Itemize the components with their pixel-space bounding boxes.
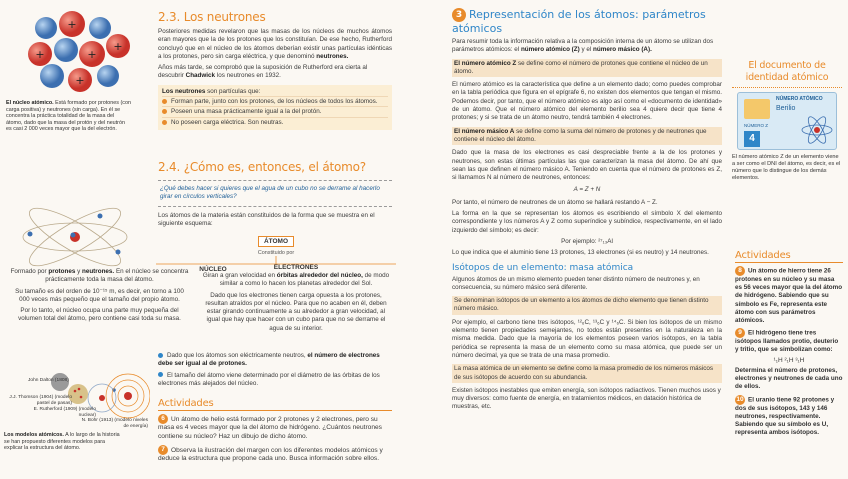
svg-text:+: +: [75, 74, 85, 87]
card-header: NÚMERO ATÓMICO: [776, 96, 823, 102]
atomic-number-definition: El número atómico Z se define como el número de protones que contiene el núcleo de un átomo.: [452, 59, 722, 78]
question-text: ¿Qué debes hacer si quieres que el agua de un cubo no se derrame al hacerlo girar en círculos verticales?: [160, 185, 380, 201]
bullet-neutral: Dado que los átomos son eléctricamente neutros, el número de electrones debe ser igual al de protones.: [158, 352, 380, 368]
bullet-size: El tamaño del átomo viene determinado por el diámetro de las órbitas de los electrones más alejados del núcleo.: [158, 371, 380, 387]
mass-number-paragraph: Dado que la masa de los electrones es casi despreciable frente a la de los protones y neutrones, son estas últimas partículas las que caracterizan la masa del átomo. De ahí que sean las que definen el número másico A. Teniendo en cuenta que el número de protones es Z, si llamamos N al número de neutrones, entonces:: [452, 149, 722, 182]
section-3: [452, 8, 722, 412]
electrons-description: [196, 264, 396, 333]
nucleus-p1: Formado por protones y neutrones. En el núcleo se concentra prácticamente toda la masa del átomo.: [10, 268, 189, 284]
atom-icon: [800, 113, 834, 147]
card-number: 4: [744, 131, 760, 147]
electrons-p1: Giran a gran velocidad en órbitas alrededor del núcleo, de modo similar a como lo hacen los planetas alrededor del Sol.: [202, 272, 390, 288]
section-2-4: [158, 160, 392, 228]
svg-text:+: +: [67, 18, 77, 31]
svg-text:+: +: [87, 48, 97, 61]
activities-title: Actividades: [158, 398, 214, 409]
svg-text:+: +: [113, 40, 123, 53]
section-2-3: [158, 10, 392, 130]
mass-number-definition: El número másico A se define como la suma del número de protones y de neutrones que contiene el núcleo del átomo.: [452, 127, 722, 146]
section-2-3-title: 2.3. Los neutrones: [158, 10, 266, 24]
neutron-box-item-2: Poseen una masa prácticamente igual a la del protón.: [162, 106, 388, 116]
section-2-4-title: 2.4. ¿Cómo es, entonces, el átomo?: [158, 160, 366, 174]
activities-right: [735, 250, 843, 437]
neutron-box-item-1: Forman parte, junto con los protones, de los núcleos de todos los átomos.: [162, 96, 388, 106]
card-label: NÚMERO Z: [744, 123, 768, 128]
activities-right-title: Actividades: [735, 250, 791, 261]
activity-8: 8 Un átomo de hierro tiene 26 protones en su núcleo y su masa es 56 veces mayor que la del átomo de hidrógeno. Sabiendo que su símbolo es Fe, representa este átomo con sus parámetros atómicos.: [735, 267, 843, 325]
card-chip: [744, 99, 770, 119]
nucleus-caption: El núcleo atómico. Está formado por protones (con carga positiva) y neutrones (sin carga). En él se concentra la práctica totalidad de la masa del átomo, dado que la masa del protón y del neutrón es casi 2 000 veces mayor que la del electrón.: [6, 100, 131, 133]
nucleus-description: [0, 268, 195, 324]
activities-left: [158, 398, 392, 463]
model-label-bohr: N. Bohr (1913) (modelo niveles de energía): [81, 418, 148, 429]
bullet-icon: [162, 99, 167, 104]
bullet-icon: [158, 353, 163, 358]
nucleus-title: NÚCLEO: [199, 266, 227, 273]
svg-text:+: +: [35, 48, 45, 61]
formula: A = Z + N: [573, 186, 601, 194]
atomic-number-paragraph: El número atómico es la característica que define a un elemento dado; como puedes comprobar en la tabla periódica que figura en el epígrafe 6, no existen dos elementos que tengan el mismo. Podemos decir, por tanto, que el número atómico es algo así como el «documento de identidad» de un átomo. Que el número atómico del elemento berilio sea 4 quiere decir que tiene 4 protones; y si se trata de un átomo neutro, tendrá también 4 electrones.: [452, 81, 722, 122]
id-card-section: [732, 60, 842, 182]
neutron-count-paragraph: Por tanto, el número de neutrones de un átomo se hallará restando A − Z.: [452, 198, 658, 206]
bullet-icon: [162, 120, 167, 125]
id-card-title: El documento de identidad atómico: [745, 60, 829, 83]
scheme-sub: Constituido por: [257, 250, 295, 256]
activity-9-end: Determina el número de protones, electrones y neutrones de cada uno de ellos.: [735, 366, 843, 391]
hydrogen-isotopes: ¹₁H ²₁H ³₁H: [773, 356, 805, 364]
section-2-3-p2: Años más tarde, se comprobó que la suposición de Rutherford era cierta al descubrir Chadwick los neutrones en 1932.: [158, 64, 368, 80]
neutron-properties-box: [158, 85, 392, 130]
nucleus-illustration: [22, 6, 140, 98]
neutron-box-item-3: No poseen carga eléctrica. Son neutras.: [162, 117, 388, 127]
atom-orbits-illustration: [20, 206, 130, 268]
bullet-icon: [158, 372, 163, 377]
activity-10: 10 El uranio tiene 92 protones y dos de sus isótopos, 143 y 146 neutrones, respectivamente. Sabiendo que su símbolo es U, representa ambos isótopos.: [735, 395, 835, 437]
bullet-icon: [162, 109, 167, 114]
models-caption: Los modelos atómicos. A lo largo de la historia se han propuesto diferentes modelos para explicar la estructura del átomo.: [4, 432, 120, 452]
scheme-intro: Los átomos de la materia están constituidos de la forma que se muestra en el siguiente esquema:: [158, 211, 375, 227]
representation-example: Por ejemplo: ²⁷₁₃Al: [561, 237, 613, 245]
isotopes-p3: Existen isótopos inestables que emiten energía, son isótopos radiactivos. Tienen muchos usos y muy diversos: como fuente de energía, en tratamientos médicos, en datación histórica de muestras, etc.: [452, 386, 721, 411]
model-label-rutherford: E. Rutherford (1909) (modelo nuclear): [33, 407, 96, 418]
section-3-title: 3 Representación de los átomos: parámetros atómicos: [452, 8, 706, 35]
activity-7: 7 Observa la ilustración del margen con los diferentes modelos atómicos y deduce la estructura que propone cada uno. Busca información sobre ellos.: [158, 445, 383, 462]
scheme-root: ÁTOMO: [258, 236, 294, 247]
electrons-p2: Dado que los electrones tienen carga opuesta a los protones, resultan atraídos por el núcleo. Para que no acaben en él, deben estar girando continuamente a su alrededor a gran velocidad, al igual que hay que hacer con un cubo para que no se derrame el agua de su interior.: [205, 291, 387, 332]
isotopes-title: Isótopos de un elemento: masa atómica: [452, 262, 634, 273]
aluminium-paragraph: Lo que indica que el aluminio tiene 13 protones, 13 electrones (si es neutro) y 14 neutrones.: [452, 249, 709, 257]
card-element: Berilio: [776, 105, 796, 112]
model-label-dalton: John Dalton (1808): [28, 378, 69, 383]
nucleus-p2: Su tamaño es del orden de 10⁻¹⁵ m, es decir, en torno a 100 000 veces más pequeño que el tamaño del propio átomo.: [15, 287, 184, 303]
question-box: [158, 180, 392, 207]
section-2-3-p1: Posteriores medidas revelaron que las masas de los núcleos de muchos átomos eran mayores que la de los protones que los constituían. De ese hecho, Rutherford concluyó que en el núcleo de los átomos deberían existir unas partículas idénticas a los protones, pero sin carga eléctrica, y que denominó neutrones.: [158, 28, 392, 60]
atomic-mass-definition: La masa atómica de un elemento se define como la masa promedio de los números másicos de sus isótopos de acuerdo con su abundancia.: [452, 364, 722, 383]
nucleus-p3: Por lo tanto, el núcleo ocupa una parte muy pequeña del volumen total del átomo, pero contiene casi toda su masa.: [18, 307, 181, 323]
section-3-intro: Para resumir toda la información relativa a la composición interna de un átomo se utilizan dos parámetros atómicos: el número atómico (Z) y el número másico (A).: [452, 38, 714, 54]
model-label-thomson: J.J. Thomson (1904) (modelo pastel de pasas): [9, 395, 72, 406]
isotopes-definition: Se denominan isótopos de un elemento a los átomos de dicho elemento que tienen distinto número másico.: [452, 296, 722, 315]
activity-9: 9 El hidrógeno tiene tres isótopos llamados protio, deuterio y tritio, que se simbolizan como:: [735, 329, 839, 354]
isotopes-p1: Algunos átomos de un mismo elemento pueden tener distinto número de neutrones y, en consecuencia, su número másico será diferente.: [452, 275, 700, 291]
section-2-4-bullets: [158, 352, 392, 388]
id-card: [737, 92, 837, 150]
isotopes-p2: Por ejemplo, el carbono tiene tres isótopos, ¹²₆C, ¹³₆C y ¹⁴₆C. Si bien los isótopos de un mismo elemento tienen propiedades semejantes, no todos están presentes en la naturaleza en la misma medida. Dado que la mayoría de los elementos poseen varios isótopos, en la tabla periódica se representa la masa de un elemento como su masa atómica, que puede ser un número decimal, ya que se trata de una masa promedio.: [452, 318, 722, 359]
activity-6: 6 Un átomo de helio está formado por 2 protones y 2 electrones, pero su masa es 4 veces mayor que la del átomo de hidrógeno. ¿Cuántos neutrones contiene su núcleo? Haz un dibujo de dicho átomo.: [158, 415, 382, 440]
neutron-box-intro: Los neutrones son partículas que:: [162, 87, 261, 95]
id-card-caption: El número atómico Z de un elemento viene a ser como el DNI del átomo, es decir, es el número que lo distingue de los demás elementos.: [732, 154, 841, 181]
representation-paragraph: La forma en la que se representan los átomos es escribiendo el símbolo X del elemento correspondiente y los números A y Z como superíndice y subíndice, respectivamente, en el lado izquierdo del símbolo; es decir:: [452, 210, 722, 234]
electrons-title: ELECTRONES: [273, 264, 319, 271]
